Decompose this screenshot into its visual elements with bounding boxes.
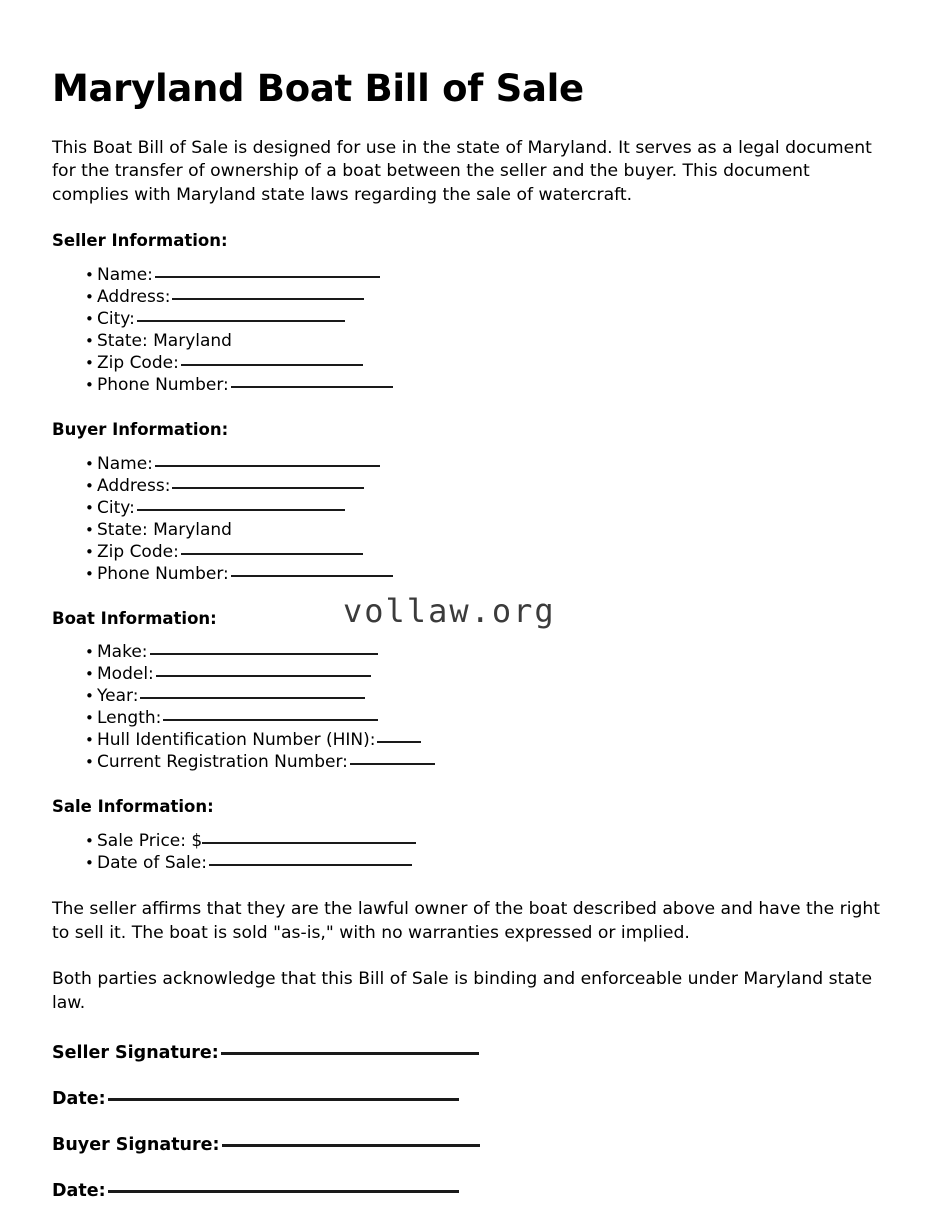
fill-in-blank-line[interactable]: [137, 320, 345, 322]
legal-paragraphs: [52, 898, 891, 1015]
form-sections: [52, 231, 891, 874]
field-label: Sale Price: $: [97, 831, 203, 852]
signature-label: Buyer Signature:: [52, 1135, 220, 1156]
fill-in-blank-line[interactable]: [155, 465, 380, 467]
form-field-row: [85, 330, 891, 352]
section-heading: Seller Information:: [52, 231, 228, 251]
form-field-row: [85, 641, 891, 663]
signature-block: [52, 1042, 891, 1202]
fill-in-blank-line[interactable]: [156, 675, 371, 677]
form-field-row: [85, 729, 891, 751]
fill-in-blank-line[interactable]: [163, 719, 378, 721]
field-label: State: Maryland: [97, 519, 232, 540]
legal-paragraph: The seller affirms that they are the lawful owner of the boat described above and have the right to sell it. The boat is sold "as-is," with no warranties expressed or implied.: [52, 899, 881, 943]
field-label: Zip Code:: [97, 541, 179, 562]
form-field-row: [85, 308, 891, 330]
field-label: Address:: [97, 475, 171, 496]
fill-in-blank-line[interactable]: [231, 575, 393, 577]
field-label: Hull Identification Number (HIN):: [97, 730, 376, 751]
field-label: Length:: [97, 708, 162, 729]
signature-row: [52, 1134, 891, 1156]
field-label: Make:: [97, 642, 148, 663]
signature-row: [52, 1042, 891, 1064]
signature-label: Date:: [52, 1181, 106, 1202]
fill-in-blank-line[interactable]: [377, 741, 421, 743]
fill-in-blank-line[interactable]: [350, 763, 435, 765]
field-label: Name:: [97, 453, 153, 474]
section-heading: Sale Information:: [52, 797, 214, 817]
form-field-row: [85, 519, 891, 541]
signature-line[interactable]: [108, 1098, 459, 1101]
legal-paragraph: Both parties acknowledge that this Bill of Sale is binding and enforceable under Maryland state law.: [52, 969, 873, 1013]
fill-in-blank-line[interactable]: [150, 653, 378, 655]
form-field-row: [85, 751, 891, 773]
signature-line[interactable]: [221, 1052, 479, 1055]
signature-label: Seller Signature:: [52, 1043, 219, 1064]
form-field-row: [85, 541, 891, 563]
fill-in-blank-line[interactable]: [137, 509, 345, 511]
page-title: Maryland Boat Bill of Sale: [52, 67, 584, 110]
field-label: Current Registration Number:: [97, 752, 348, 773]
signature-line[interactable]: [108, 1190, 459, 1193]
field-label: Address:: [97, 286, 171, 307]
form-field-row: [85, 563, 891, 585]
signature-row: [52, 1180, 891, 1202]
intro-paragraph: This Boat Bill of Sale is designed for use in the state of Maryland. It serves as a legal document for the transfer of ownership of a boat between the seller and the buyer. This document complies with Maryland state laws regarding the sale of watercraft.: [52, 137, 872, 205]
field-list: [52, 830, 891, 874]
field-label: City:: [97, 308, 135, 329]
field-label: Name:: [97, 264, 153, 285]
section-heading: Buyer Information:: [52, 419, 229, 439]
field-label: Zip Code:: [97, 352, 179, 373]
form-field-row: [85, 286, 891, 308]
signature-row: [52, 1088, 891, 1110]
signature-label: Date:: [52, 1089, 106, 1110]
field-label: Year:: [97, 686, 139, 707]
signature-line[interactable]: [222, 1144, 480, 1147]
field-label: Phone Number:: [97, 374, 229, 395]
fill-in-blank-line[interactable]: [172, 298, 364, 300]
form-field-row: [85, 707, 891, 729]
form-field-row: [85, 453, 891, 475]
fill-in-blank-line[interactable]: [231, 386, 393, 388]
form-field-row: [85, 264, 891, 286]
form-field-row: [85, 663, 891, 685]
field-label: State: Maryland: [97, 330, 232, 351]
section-heading: Boat Information:: [52, 608, 217, 628]
fill-in-blank-line[interactable]: [181, 553, 363, 555]
form-field-row: [85, 374, 891, 396]
field-list: [52, 453, 891, 585]
watermark-text: vollaw.org: [343, 592, 556, 630]
field-list: [52, 641, 891, 773]
form-field-row: [85, 852, 891, 874]
form-field-row: [85, 685, 891, 707]
field-label: Date of Sale:: [97, 853, 207, 874]
form-field-row: [85, 352, 891, 374]
field-label: Model:: [97, 664, 154, 685]
fill-in-blank-line[interactable]: [209, 864, 412, 866]
form-field-row: [85, 830, 891, 852]
fill-in-blank-line[interactable]: [140, 697, 365, 699]
fill-in-blank-line[interactable]: [202, 842, 416, 844]
form-field-row: [85, 475, 891, 497]
form-field-row: [85, 497, 891, 519]
field-label: City:: [97, 497, 135, 518]
fill-in-blank-line[interactable]: [155, 276, 380, 278]
fill-in-blank-line[interactable]: [172, 487, 364, 489]
fill-in-blank-line[interactable]: [181, 364, 363, 366]
field-label: Phone Number:: [97, 563, 229, 584]
field-list: [52, 264, 891, 396]
